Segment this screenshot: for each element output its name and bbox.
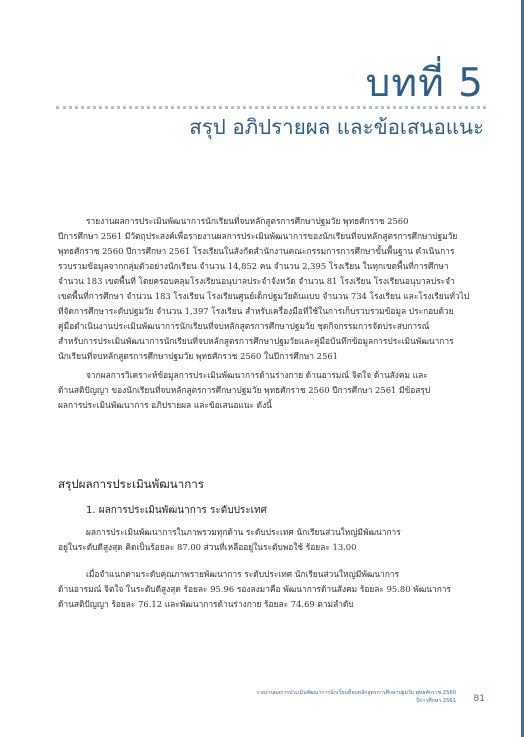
- paragraph-line: นักเรียนที่จบหลักสูตรการศึกษาปฐมวัย พุทธศักราช 2560 ในปีการศึกษา 2561: [58, 351, 338, 361]
- paragraph-line: ด้านอารมณ์ จิตใจ ในระดับดีสูงสุด ร้อยละ 95.96 รองลงมาคือ พัฒนาการด้านสังคม ร้อยละ 95.80 พัฒนาการ: [58, 584, 451, 594]
- summary-paragraph-1: [58, 525, 476, 555]
- intro-paragraph-2: [58, 368, 476, 413]
- paragraph-line: ด้านสติปัญญา ร้อยละ 76.12 และพัฒนาการด้านร่างกาย ร้อยละ 74.69 ตามลำดับ: [58, 599, 354, 609]
- chapter-title: สรุป อภิปรายผล และข้อเสนอแนะ: [189, 115, 484, 139]
- page-number: 81: [473, 694, 485, 704]
- intro-paragraph-1: [58, 214, 476, 364]
- paragraph-line: สำหรับการประเมินพัฒนาการนักเรียนที่จบหลักสูตรการศึกษาปฐมวัยและคู่มือบันทึกข้อมูลการประเมินพัฒนาการ: [58, 336, 454, 346]
- paragraph-line: คู่มือดำเนินงานประเมินพัฒนาการนักเรียนที่จบหลักสูตรการศึกษาปฐมวัย ชุดกิจกรรมการจัดประสบการณ์: [58, 321, 430, 331]
- running-footer: [256, 690, 456, 705]
- paragraph-line: ปีการศึกษา 2561 มีวัตถุประสงค์เพื่อรายงานผลการประเมินพัฒนาการของนักเรียนที่จบหลักสูตรการศึกษาปฐมวัย: [58, 231, 458, 241]
- paragraph-line: เขตพื้นที่การศึกษา จำนวน 183 โรงเรียน โรงเรียนศูนย์เด็กปฐมวัยต้นแบบ จำนวน 734 โรงเรียน และโรงเรียนทั่วไป: [58, 291, 470, 301]
- dotted-divider: [56, 106, 486, 109]
- paragraph-line: รวบรวมข้อมูลจากกลุ่มตัวอย่างนักเรียน จำนวน 14,852 คน จำนวน 2,395 โรงเรียน ในทุกเขตพื้นที่การศึกษา: [58, 261, 449, 271]
- summary-paragraph-2: [58, 567, 476, 612]
- subsection-heading: 1. ผลการประเมินพัฒนาการ ระดับประเทศ: [86, 505, 268, 516]
- chapter-number: บทที่ 5: [365, 61, 484, 106]
- paragraph-line: เมื่อจำแนกตามระดับคุณภาพรายพัฒนาการ ระดับประเทศ นักเรียนส่วนใหญ่มีพัฒนาการ: [86, 569, 400, 579]
- paragraph-line: พุทธศักราช 2560 ปีการศึกษา 2561 โรงเรียนในสังกัดสำนักงานคณะกรรมการการศึกษาขั้นพื้นฐาน ดำเนินการ: [58, 246, 455, 256]
- footer-line: ปีการศึกษา 2561: [416, 697, 456, 704]
- paragraph-line: ผลการประเมินพัฒนาการ อภิปรายผล และข้อเสนอแนะ ดังนี้: [58, 400, 272, 410]
- paragraph-line: จากผลการวิเคราะห์ข้อมูลการประเมินพัฒนาการด้านร่างกาย ด้านอารมณ์ จิตใจ ด้านสังคม และ: [86, 370, 428, 380]
- paragraph-line: รายงานผลการประเมินพัฒนาการนักเรียนที่จบหลักสูตรการศึกษาปฐมวัย พุทธศักราช 2560: [86, 216, 409, 226]
- paragraph-line: จำนวน 183 เขตพื้นที่ โดยครอบคลุมโรงเรียนอนุบาลประจำจังหวัด จำนวน 81 โรงเรียน โรงเรียนอนุบาลประจำ: [58, 276, 455, 286]
- paragraph-line: ด้านสติปัญญา ของนักเรียนที่จบหลักสูตรการศึกษาปฐมวัย พุทธศักราช 2560 ปีการศึกษา 2561 มีข้อสรุป: [58, 385, 431, 395]
- paragraph-line: ที่จัดการศึกษาระดับปฐมวัย จำนวน 1,397 โรงเรียน สำหรับเครื่องมือที่ใช้ในการเก็บรวบรวมข้อมูล ประกอบด้วย: [58, 306, 454, 316]
- paragraph-line: ผลการประเมินพัฒนาการในภาพรวมทุกด้าน ระดับประเทศ นักเรียนส่วนใหญ่มีพัฒนาการ: [86, 527, 401, 537]
- section-heading: สรุปผลการประเมินพัฒนาการ: [58, 477, 204, 491]
- paragraph-line: อยู่ในระดับดีสูงสุด คิดเป็นร้อยละ 87.00 ส่วนที่เหลืออยู่ในระดับพอใช้ ร้อยละ 13.00: [58, 542, 357, 552]
- footer-line: รายงานผลการประเมินพัฒนาการนักเรียนที่จบหลักสูตรการศึกษาปฐมวัย พุทธศักราช 2560: [256, 690, 456, 696]
